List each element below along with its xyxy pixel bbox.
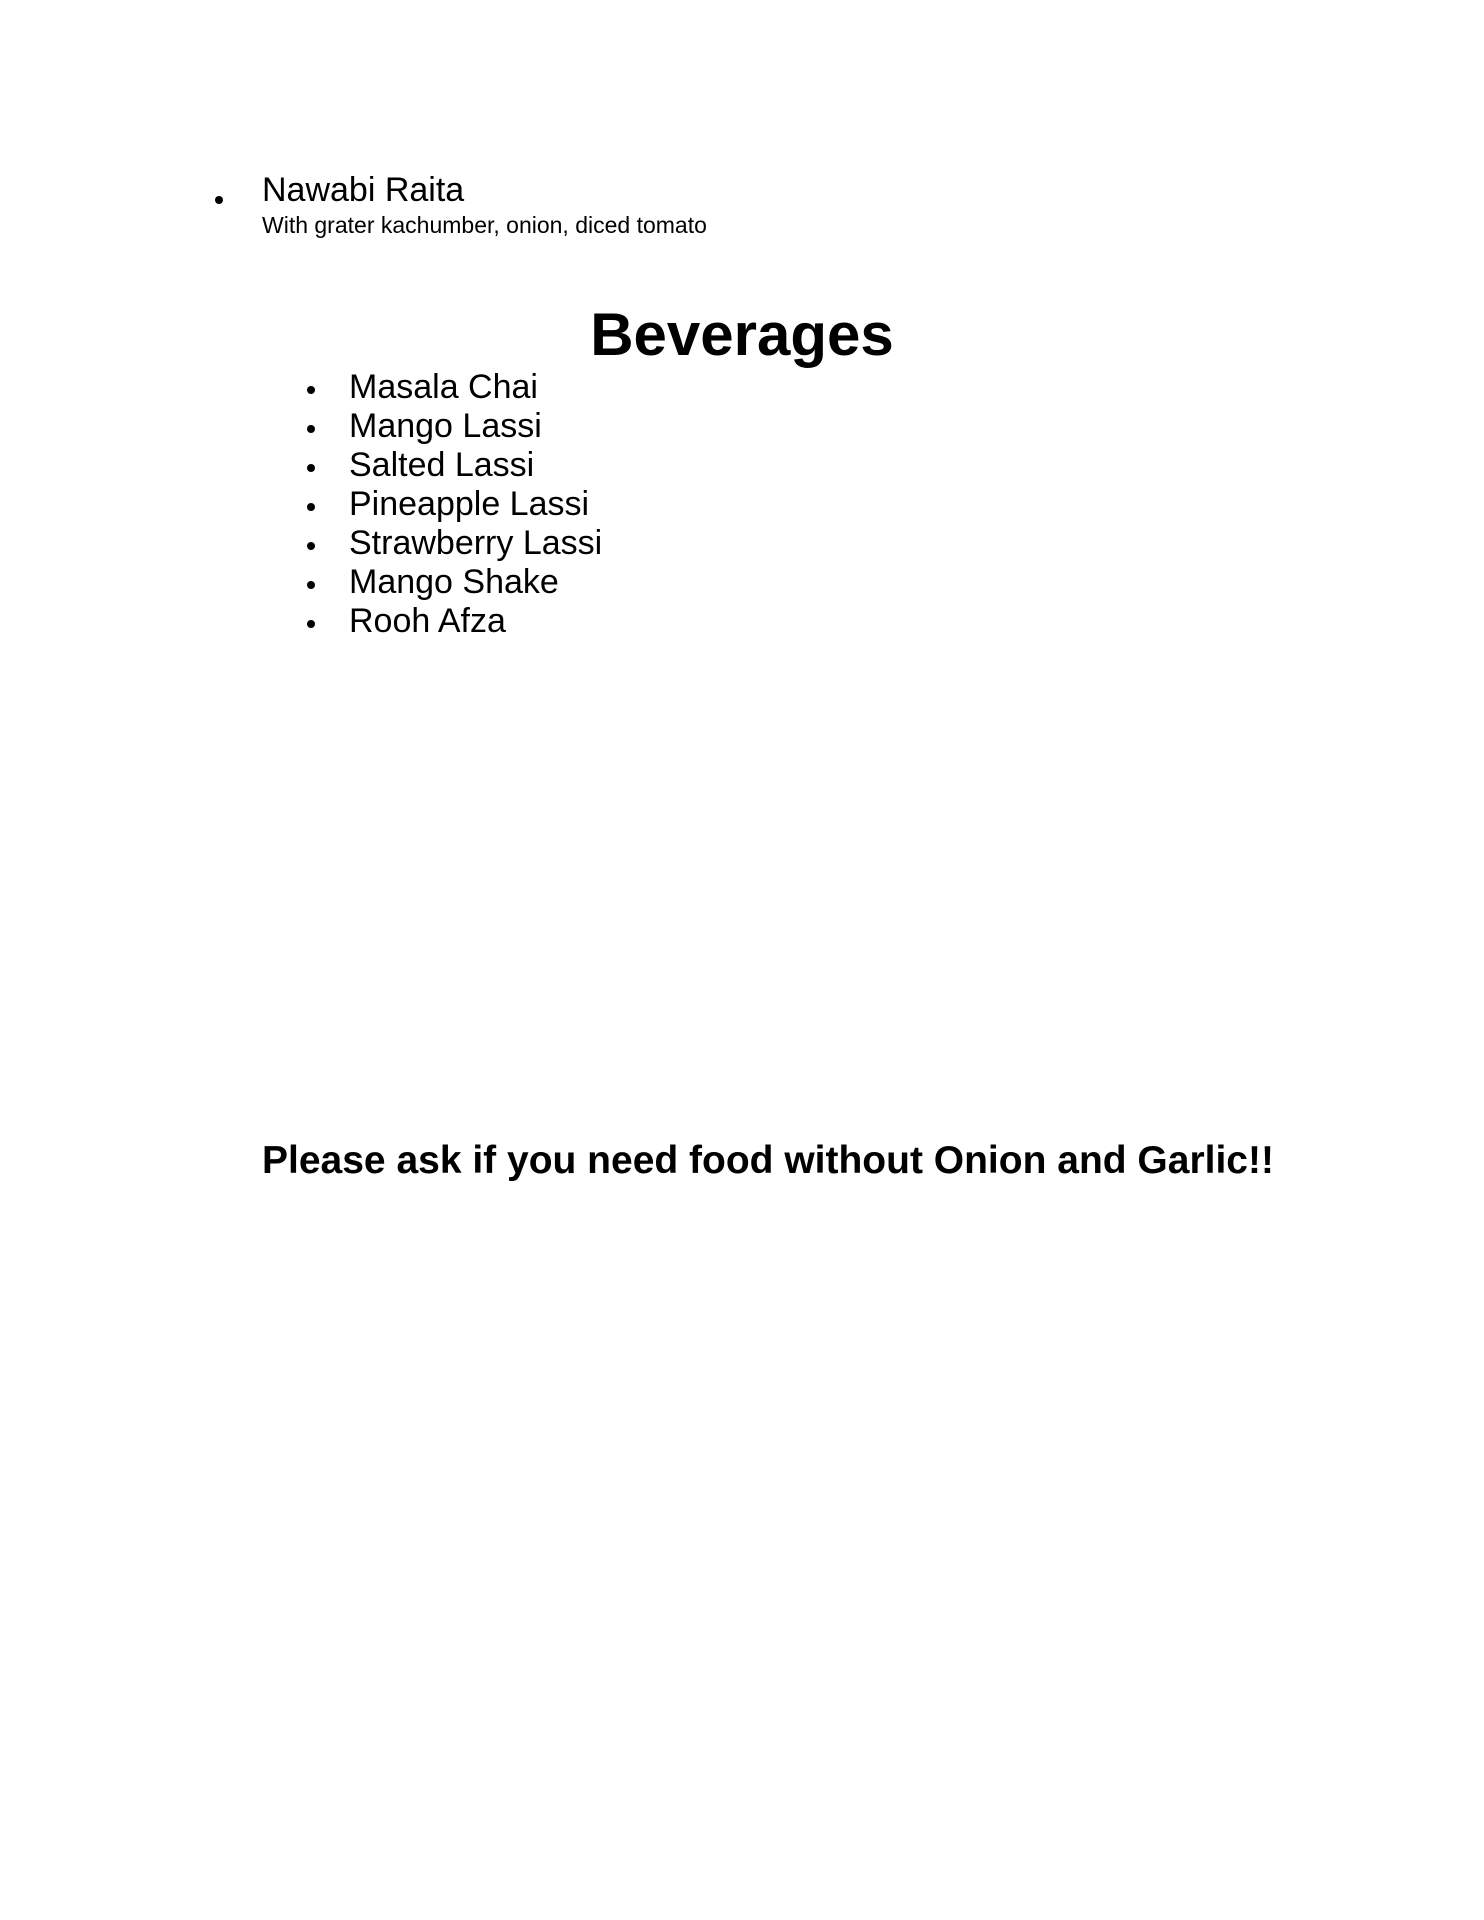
beverage-label: Mango Lassi [349,407,542,445]
bullet-icon [307,503,315,511]
bullet-icon [307,620,315,628]
bullet-icon [307,386,315,394]
bullet-icon [215,196,223,204]
beverage-label: Mango Shake [349,563,559,601]
menu-item-title: Nawabi Raita [262,171,465,209]
bullet-icon [307,425,315,433]
onion-garlic-notice: Please ask if you need food without Onion and Garlic!! [262,1139,1274,1182]
bullet-icon [307,581,315,589]
beverage-label: Strawberry Lassi [349,524,603,562]
beverage-label: Masala Chai [349,368,538,406]
bullet-icon [307,464,315,472]
beverages-heading: Beverages [590,301,894,368]
beverage-label: Pineapple Lassi [349,485,590,523]
beverage-label: Rooh Afza [349,602,506,640]
menu-item-description: With grater kachumber, onion, diced tomato [262,212,707,238]
beverage-label: Salted Lassi [349,446,535,484]
bullet-icon [307,542,315,550]
